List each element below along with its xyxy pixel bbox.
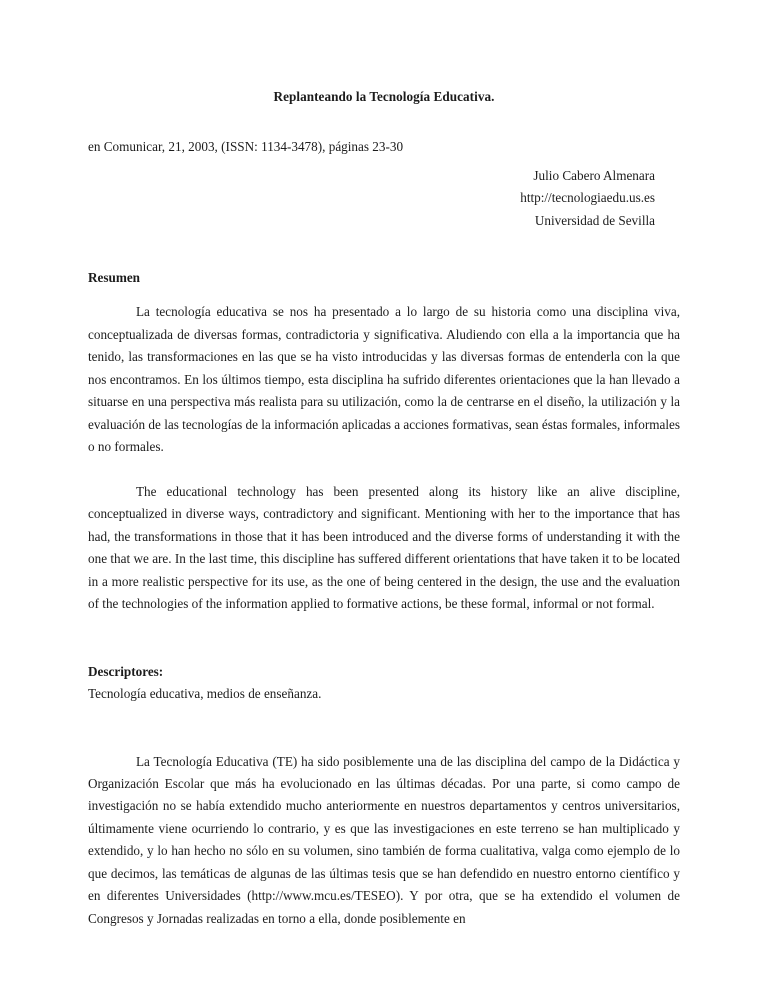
author-affiliation: Universidad de Sevilla [534, 212, 655, 228]
document-content [88, 86, 680, 930]
abstract-heading: Resumen [88, 270, 141, 286]
page-title: Replanteando la Tecnología Educativa. [273, 89, 495, 104]
author-url[interactable]: http://tecnologiaedu.us.es [520, 190, 655, 206]
author-block [88, 159, 680, 232]
spacer-before-abstract-es [88, 289, 680, 301]
abstract-english: The educational technology has been presented along its history like an alive discipline, conceptualized in diverse ways, contradictory and significant. Mentioning with her to the importance that has had, the transformations in those that it has been introduced and the diverse forms of understanding it with the one that we are. In the last time, this discipline has suffered different orientations that have taken it to be located in a more realistic perspective for its use, as the one of being centered in the design, the use and the evaluation of the technologies of the information applied to formative actions, be these formal, informal or not formal. [88, 484, 680, 612]
spacer-before-body [88, 706, 680, 751]
citation-line: en Comunicar, 21, 2003, (ISSN: 1134-3478), páginas 23-30 [88, 139, 404, 155]
body-paragraph-1: La Tecnología Educativa (TE) ha sido posiblemente una de las disciplina del campo de la Didáctica y Organización Escolar que más ha evolucionado en las últimas décadas. Por una parte, si como campo de investigación no se había extendido mucho anteriormente en nuestros departamentos y centros universitarios, últimamente viene ocurriendo lo contrario, y es que las investigaciones en este terreno se han multiplicado y extendido, y lo han hecho no sólo en su volumen, sino también de forma cualitativa, valga como ejemplo de lo que decimos, las temáticas de algunas de las últimas tesis que se han defendido en nuestro entorno científico y en diferentes Universidades (http://www.mcu.es/TESEO). Y por otra, que se ha extendido el volumen de Congresos y Jornadas realizadas en torno a ella, donde posiblemente en [88, 753, 680, 926]
spacer-before-abstract-en [88, 459, 680, 481]
author-name: Julio Cabero Almenara [533, 167, 655, 183]
spacer-before-descriptors [88, 616, 680, 661]
abstract-spanish: La tecnología educativa se nos ha presentado a lo largo de su historia como una disciplina viva, conceptualizada de diversas formas, contradictoria y significativa. Aludiendo con ella a la importancia que ha tenido, las transformaciones en las que se ha visto introducidas y las diversas formas de entenderla con la que nos encontramos. En los últimos tiempo, esta disciplina ha sufrido diferentes orientaciones que la han llevado a situarse en una perspectiva más realista para su utilización, como la de centrarse en el diseño, la utilización y la evaluación de las tecnologías de la información aplicadas a acciones formativas, sean éstas formales, informales o no formales. [88, 304, 680, 455]
descriptors-keywords: Tecnología educativa, medios de enseñanza. [88, 686, 322, 702]
spacer-before-resumen [88, 232, 680, 267]
descriptors-heading: Descriptores: [88, 663, 164, 679]
